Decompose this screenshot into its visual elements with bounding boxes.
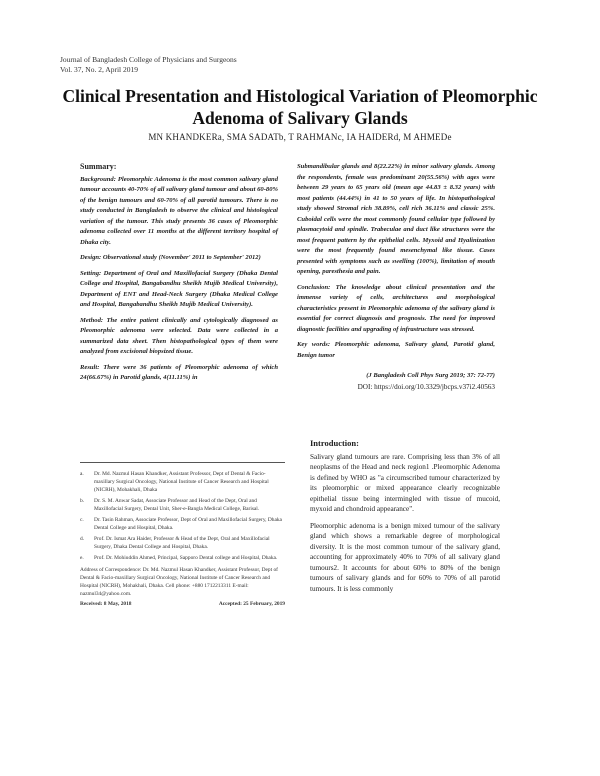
abstract-left-column <box>80 162 278 389</box>
citation: (J Bangladesh Coll Phys Surg 2019; 37: 72-77) <box>366 372 495 379</box>
journal-header <box>60 55 237 75</box>
footnote-item: b. Dr. S. M. Anwar Sadat, Associate Professor and Head of the Dept, Oral and Maxillofacial Surgery, Dental Unit, Sher-e-Bangla Medical College, Barisal. <box>80 498 260 512</box>
accepted-date: Accepted: 25 February, 2019 <box>218 601 285 607</box>
doi-link[interactable]: DOI: https://doi.org/10.3329/jbcps.v37i2.40563 <box>357 382 495 391</box>
background-paragraph <box>80 175 278 249</box>
footnote-divider <box>80 462 285 463</box>
design-text: Observational study (November' 2011 to September' 2012) <box>102 254 261 261</box>
footnotes <box>80 470 285 608</box>
introduction-paragraph-2: Pleomorphic adenoma is a benign mixed tumour of the salivary gland which shows a remarkable degree of morphological diversity. It is the most common tumour of the salivary gland, accounting for approximately 40% to 70% of all salivary gland tumours2. It accounts for about 60% to 80% of the benign tumours of salivary glands and for 60% to 70% of all parotid tumours. It is less commonly <box>310 521 500 593</box>
method-text: The entire patient clinically and cytologically diagnosed as Pleomorphic adenoma were selected. Data were collected in a summarized data sheet. Then histopathological types of them were analyzed from excisional biopsized tissue. <box>80 316 278 355</box>
design-paragraph <box>80 253 278 264</box>
correspondence-address: Address of Correspondence: Dr. Md. Nazmul Hasan Khandker, Assistant Professor, Dept of Dental & Facio-maxillary Surgical Oncology, National Institute of Cancer Research and Hospital (NICRH), Mohakhali, Dhaka. Cell phone: +880 1712213311 E-mail: nazmul34@yahoo.com. <box>80 567 278 597</box>
footnote-item: a. Dr. Md. Nazmul Hasan Khandker, Assistant Professor, Dept of Dental & Facio-maxillary Surgical Oncology, National Institute of Cancer Research and Hospital (NICRH), Mohakhali, Dhaka <box>80 471 269 493</box>
conclusion-paragraph <box>297 283 495 336</box>
introduction-section <box>310 438 500 600</box>
introduction-paragraph-1: Salivary gland tumours are rare. Comprising less than 3% of all neoplasms of the Head and neck region1 .Pleomorphic Adenoma is defined by WHO as "a circumscribed tumour characterized by its pleomorphic or mixed appearance clearly recognizable epithelial tissue being intermingled with tissue of mucoid, myxoid and chondroid appearance". <box>310 452 500 513</box>
background-text: Pleomorphic Adenoma is the most common salivary gland tumour accounts 40-70% of all salivary gland tumour and about 60-80% of the benign tumours and 60-70% of all parotid tumours. There is no study conducted in Bangladesh to observe the clinical and histological variation of the tumour. This study presents 36 cases of Pleomorphic adenoma collected over 11 months at the different territory hospital of Dhaka city. <box>80 175 279 246</box>
journal-volume: Vol. 37, No. 2, April 2019 <box>60 65 138 74</box>
footnote-item: c. Dr. Tasin Rahman, Associate Professor, Dept of Oral and Maxillofacial Surgery, Dhaka Dental College and Hospital, Dhaka. <box>80 517 282 531</box>
keywords-paragraph <box>297 340 495 361</box>
setting-text: Department of Oral and Maxillofacial Surgery (Dhaka Dental College and Hospital, Bangabandhu Sheikh Mujib Medical University), Department of ENT and Head-Neck Surgery (Dhaka Medical College and Hospital, Bangabandhu Sheikh Mujib Medical University). <box>80 269 278 308</box>
article-title: Clinical Presentation and Histological Variation of Pleomorphic Adenoma of Salivary Glands <box>62 86 538 128</box>
keywords-label: Key words: <box>297 341 331 348</box>
keywords-text: Pleomorphic adenoma, Salivary gland, Parotid gland, Benign tumor <box>297 341 495 359</box>
result-continued: Submandibular glands and 8(22.22%) in minor salivary glands. Among the respondents, female was predominant 20(55.56%) with ages were between 29 years to 65 years old (mean age 44.83 ± 8.32 years) with most patients (44.44%) in 41 to 50 years of life. In histopathological study showed Stromal rich 38.89%, cell rich 36.11% and classic 25%. Cuboidal cells were the most commonly found cellular type followed by plasmacytoid and spindle. Trabeculae and duct like structures were the most frequent pattern by the epithelial cells. Myxoid and Hyalinization were the most frequently found mesenchymal like tissue. Cases presented with symptoms such as swelling (100%), limitation of mouth opening, paresthesia and pain. <box>297 163 495 275</box>
journal-name: Journal of Bangladesh College of Physicians and Surgeons <box>60 55 237 64</box>
summary-heading: Summary: <box>80 162 117 171</box>
introduction-heading: Introduction: <box>310 438 359 448</box>
author-list: MN KHANDKERa, SMA SADATb, T RAHMANc, IA HAIDERd, M AHMEDe <box>148 132 452 142</box>
result-text: There were 36 patients of Pleomorphic adenoma of which 24(66.67%) in Parotid glands, 4(11.11%) in <box>80 363 278 381</box>
result-paragraph <box>80 363 278 384</box>
setting-label: Setting: <box>80 269 102 277</box>
background-label: Background: <box>80 175 116 183</box>
footnote-item: e. Prof. Dr. Mohiuddin Ahmed, Principal, Sapporo Dental college and Hospital, Dhaka. <box>80 555 278 561</box>
abstract-right-column <box>297 162 495 392</box>
conclusion-text: The knowledge about clinical presentation and the immense variety of cells, architectures and morphological characteristics present in Pleomorphic adenoma of the salivary gland is essential for correct diagnosis and prognosis. The need for improved diagnostic facilities and upgrading of infrastructure was stressed. <box>297 283 495 333</box>
design-label: Design: <box>80 254 102 261</box>
conclusion-label: Conclusion: <box>297 283 331 291</box>
setting-paragraph <box>80 269 278 311</box>
received-date: Received: 8 May, 2018 <box>80 601 132 607</box>
dates-row <box>80 600 285 608</box>
method-label: Method: <box>80 316 104 324</box>
method-paragraph <box>80 316 278 358</box>
result-label: Result: <box>80 363 100 371</box>
footnote-item: d. Prof. Dr. Ismat Ara Haider, Professor & Head of the Dept, Oral and Maxillofacial Surgery, Dhaka Dental College and Hospital, Dhaka. <box>80 536 270 550</box>
